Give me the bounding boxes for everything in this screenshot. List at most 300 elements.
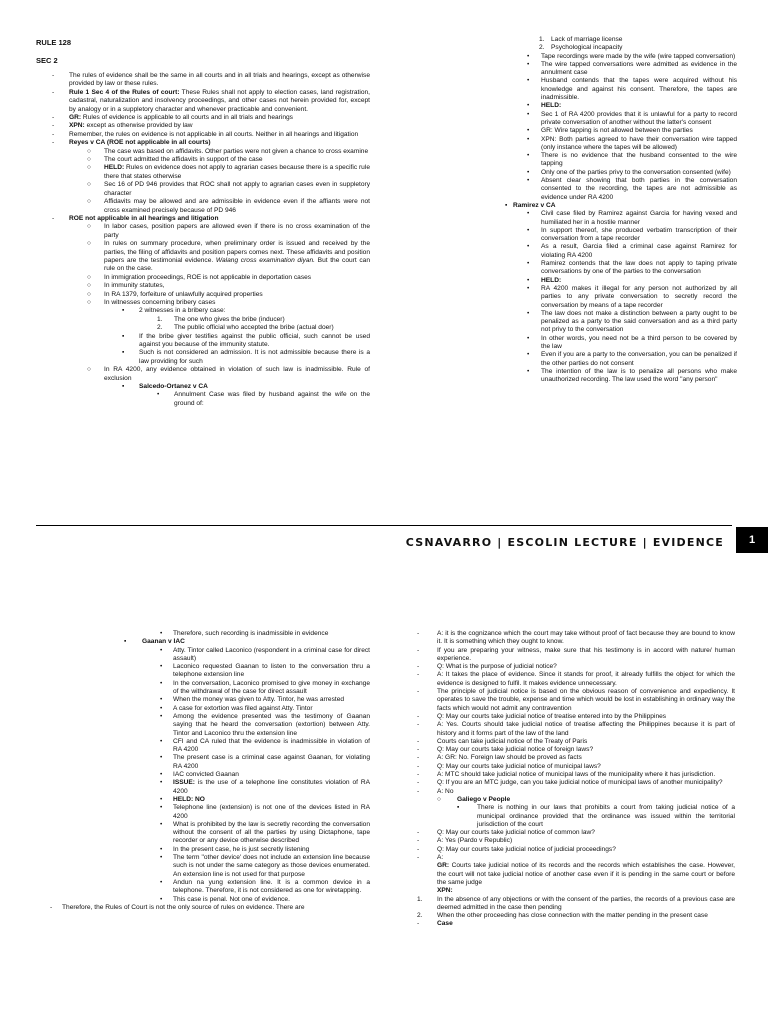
bullet-marker: • bbox=[160, 696, 163, 704]
line-text bbox=[541, 210, 737, 227]
line-text bbox=[173, 705, 370, 713]
outline-line bbox=[60, 879, 370, 896]
text-run: In the absence of any objections or with the consent of the parties, the records of a previous case are deemed admitted in the case then pending bbox=[437, 895, 735, 911]
outline-line bbox=[52, 89, 370, 114]
line-text bbox=[174, 324, 370, 332]
outline-line bbox=[52, 223, 370, 240]
line-text bbox=[437, 846, 735, 854]
bullet-marker: • bbox=[160, 779, 163, 787]
line-text bbox=[437, 763, 735, 771]
outline-line bbox=[527, 277, 737, 285]
line-text bbox=[541, 102, 737, 110]
text-run: The wire tapped conversations were admitted as evidence in the annulment case bbox=[541, 60, 737, 77]
text-run: The public official who accepted the bribe (actual doer) bbox=[174, 324, 334, 332]
text-run: In the present case, he is just secretly listening bbox=[173, 845, 310, 853]
outline-line bbox=[527, 61, 737, 78]
bullet-marker: • bbox=[527, 260, 530, 268]
line-text bbox=[142, 638, 370, 646]
bullet-marker: - bbox=[417, 829, 420, 837]
text-run: Q: May our courts take judicial notice of common law? bbox=[437, 829, 595, 837]
text-run: In support thereof, she produced verbatim transcription of their conversation from a tape recorder bbox=[541, 226, 737, 243]
outline-line bbox=[417, 630, 735, 647]
outline-line bbox=[52, 316, 370, 324]
text-run: In rules on summary procedure, when preliminary order is issued and received by the parties, the filing of affidavits and position papers comes next. These affidavits and position papers are the testimonial evidence. bbox=[104, 240, 370, 264]
bullet-marker: - bbox=[52, 122, 55, 130]
line-text bbox=[437, 896, 735, 913]
outline-line bbox=[527, 260, 737, 277]
bullet-marker: ○ bbox=[87, 147, 91, 155]
bullet-marker: ▪ bbox=[505, 201, 508, 209]
text-run: When the money was given to Atty. Tintor, he was arrested bbox=[173, 696, 345, 704]
bold-label: ISSUE: bbox=[173, 779, 195, 787]
line-text bbox=[541, 177, 737, 202]
text-run: In labor cases, position papers are allowed even if there is no cross examination of the party bbox=[104, 223, 370, 239]
bullet-marker: • bbox=[527, 152, 530, 160]
text-run: The court admitted the affidavits in support of the case bbox=[104, 156, 263, 164]
outline-line bbox=[417, 829, 735, 837]
line-text bbox=[173, 879, 370, 896]
outline-line bbox=[527, 227, 737, 244]
text-run: Courts can take judicial notice of the Treaty of Paris bbox=[437, 737, 588, 745]
bullet-marker: - bbox=[52, 72, 55, 79]
line-text bbox=[437, 663, 735, 671]
page1-left-column bbox=[52, 72, 370, 408]
outline-line bbox=[417, 647, 735, 664]
outline-line bbox=[52, 139, 370, 147]
outline-line bbox=[52, 383, 370, 391]
line-text bbox=[69, 89, 370, 114]
bullet-marker: ○ bbox=[437, 795, 441, 803]
outline-line bbox=[527, 335, 737, 352]
bullet-marker: ○ bbox=[87, 181, 91, 189]
text-run: Lack of marriage license bbox=[551, 36, 623, 43]
outline-line bbox=[60, 771, 370, 779]
text-run: Andun na yung extension line. It is a common device in a telephone. Therefore, it is not considered as one for wiretapping. bbox=[173, 878, 370, 895]
outline-line bbox=[52, 122, 370, 130]
text-run: Only one of the parties privy to the conversation consented (wife) bbox=[541, 168, 731, 176]
text-run: Affidavits may be allowed and are admissible in evidence even if the affiants were not cross examined precisely because of PD 946 bbox=[104, 198, 370, 214]
line-text bbox=[437, 862, 735, 887]
bullet-marker: - bbox=[52, 139, 55, 147]
line-text bbox=[541, 127, 737, 135]
line-text bbox=[437, 829, 735, 837]
bullet-marker: • bbox=[527, 351, 530, 359]
outline-line bbox=[527, 285, 737, 310]
line-text bbox=[104, 156, 370, 164]
text-run: In immunity statutes, bbox=[104, 282, 165, 290]
line-text bbox=[541, 243, 737, 260]
line-text bbox=[173, 854, 370, 879]
line-text bbox=[173, 796, 370, 804]
bullet-marker: ○ bbox=[87, 290, 91, 298]
line-text bbox=[104, 198, 370, 215]
text-run: Q: What is the purpose of judicial notice? bbox=[437, 663, 557, 671]
text-run: Q: May our courts take judicial notice of treatise entered into by the Philippines bbox=[437, 712, 667, 720]
text-run: Such is not considered an admission. It is not admissible because there is a law providing for such bbox=[139, 349, 370, 365]
line-text bbox=[104, 299, 370, 307]
outline-line bbox=[417, 896, 735, 913]
bullet-marker: • bbox=[160, 854, 163, 862]
line-text bbox=[437, 647, 735, 664]
line-text bbox=[541, 152, 737, 169]
bullet-marker: - bbox=[417, 754, 420, 762]
bullet-marker: ○ bbox=[87, 156, 91, 164]
outline-line bbox=[52, 215, 370, 223]
outline-line bbox=[52, 299, 370, 307]
outline-line bbox=[60, 896, 370, 904]
outline-line bbox=[60, 680, 370, 697]
outline-line bbox=[417, 746, 735, 754]
text-run: There is no evidence that the husband consented to the wire tapping bbox=[541, 152, 737, 168]
bullet-marker: ○ bbox=[87, 240, 91, 248]
text-run: A: it is the cognizance which the court may take without proof of fact because they are bound to know it. It is something which they ought to know. bbox=[437, 630, 735, 646]
bullet-marker: 2. bbox=[157, 324, 163, 332]
outline-line bbox=[52, 72, 370, 89]
outline-line bbox=[60, 638, 370, 646]
outline-line bbox=[52, 181, 370, 198]
bullet-marker: • bbox=[160, 820, 163, 828]
outline-line bbox=[52, 349, 370, 366]
outline-line bbox=[417, 738, 735, 746]
line-text bbox=[541, 260, 737, 277]
text-run: Laconico requested Gaanan to listen to the conversation thru a telephone extension line bbox=[173, 663, 370, 679]
text-run: Among the evidence presented was the testimony of Gaanan saying that he heard the conversation (extortion) between Atty. Tintor and Laconico thru the extension line bbox=[173, 712, 370, 737]
line-text bbox=[104, 240, 370, 274]
outline-line bbox=[417, 796, 735, 804]
bullet-marker: - bbox=[417, 663, 420, 671]
outline-line bbox=[527, 243, 737, 260]
text-run: In the conversation, Laconico promised to give money in exchange of the withdrawal of the case for direct assault bbox=[173, 679, 370, 696]
line-text bbox=[173, 630, 370, 638]
text-run: XPN: Both parties agreed to have their conversation wire tapped (only instance where the tapes will be allowed) bbox=[541, 135, 737, 151]
outline-line bbox=[417, 788, 735, 796]
line-text bbox=[437, 854, 735, 862]
text-run: The law does not make a distinction between a party ought to be penalized as a party to the said conversation and as a third party not privy to the conversation bbox=[541, 309, 737, 334]
outline-line bbox=[60, 754, 370, 771]
bullet-marker: • bbox=[527, 210, 530, 218]
bullet-marker: • bbox=[527, 334, 530, 342]
text-run: When the other proceeding has close connection with the matter pending in the present case bbox=[437, 912, 708, 920]
outline-line bbox=[527, 36, 737, 44]
bullet-marker: • bbox=[527, 226, 530, 234]
line-text bbox=[477, 804, 735, 829]
text-run: Absent clear showing that both parties in the conversation consented to the recording, the tapes are not admissible as evidence under RA 4200 bbox=[541, 177, 737, 201]
bold-label: XPN: bbox=[437, 887, 453, 895]
outline-line bbox=[417, 862, 735, 887]
line-text bbox=[437, 837, 735, 845]
bullet-marker: 1. bbox=[157, 315, 163, 323]
line-text bbox=[104, 291, 370, 299]
line-text bbox=[104, 274, 370, 282]
outline-line bbox=[60, 854, 370, 879]
bold-label: Galiego v People bbox=[457, 795, 511, 803]
text-run: Telephone line (extension) is not one of the devices listed in RA 4200 bbox=[173, 804, 370, 820]
bold-label: HELD: NO bbox=[173, 795, 205, 803]
italic-run: Walang cross examination diyan. bbox=[215, 256, 316, 264]
line-text bbox=[174, 391, 370, 408]
page-header bbox=[36, 34, 71, 70]
text-run: In immigration proceedings, ROE is not applicable in deportation cases bbox=[104, 273, 312, 281]
line-text bbox=[62, 904, 370, 912]
line-text bbox=[457, 796, 735, 804]
line-text bbox=[174, 316, 370, 324]
text-run: Even if you are a party to the conversation, you can be penalized if the other parties do not consent bbox=[541, 351, 737, 367]
text-run: The principle of judicial notice is based on the obvious reason of convenience and expediency. It operates to save the trouble, expense and time which would be lost in establishing in ordinary way the facts which would not admit any contravention bbox=[437, 688, 735, 712]
bullet-marker: - bbox=[417, 671, 420, 679]
bold-label: GR: bbox=[69, 114, 82, 122]
text-run: The rules of evidence shall be the same in all courts and in all trials and hearings, except as otherwise provided by law or these rules. bbox=[69, 72, 370, 88]
text-run: Remember, the rules on evidence is not applicable in all courts. Neither in all hearings and litigation bbox=[69, 130, 359, 138]
page-number-badge: 1 bbox=[736, 527, 768, 553]
outline-line bbox=[417, 837, 735, 845]
line-text bbox=[139, 349, 370, 366]
line-text bbox=[541, 227, 737, 244]
bullet-marker: • bbox=[527, 284, 530, 292]
line-text bbox=[541, 351, 737, 368]
bullet-marker: ○ bbox=[87, 223, 91, 231]
outline-line bbox=[52, 904, 370, 912]
outline-line bbox=[52, 282, 370, 290]
outline-line bbox=[60, 696, 370, 704]
outline-line bbox=[52, 156, 370, 164]
line-text bbox=[541, 335, 737, 352]
bullet-marker: - bbox=[417, 854, 420, 862]
outline-line bbox=[417, 688, 735, 713]
outline-line bbox=[527, 169, 737, 177]
bullet-marker: • bbox=[527, 77, 530, 85]
text-run: Civil case filed by Ramirez against Garcia for having vexed and humiliated her in a hostile manner bbox=[541, 210, 737, 226]
text-run: As a result, Garcia filed a criminal case against Ramirez for violating RA 4200 bbox=[541, 243, 737, 259]
page1-right-column bbox=[505, 36, 737, 384]
outline-line bbox=[52, 307, 370, 315]
text-run: IAC convicted Gaanan bbox=[173, 771, 239, 779]
text-run: Sec 1 of RA 4200 provides that it is unlawful for a party to record private conversation of another without the latter's consent bbox=[541, 110, 737, 126]
bullet-marker: 2. bbox=[417, 912, 423, 920]
line-text bbox=[437, 887, 735, 895]
bullet-marker: 1. bbox=[417, 895, 423, 903]
line-text bbox=[551, 36, 737, 44]
bullet-marker: 2. bbox=[539, 44, 545, 52]
bullet-marker: - bbox=[417, 837, 420, 845]
bold-label: Ramirez v CA bbox=[513, 201, 556, 209]
outline-line bbox=[417, 713, 735, 721]
line-text bbox=[104, 282, 370, 290]
text-run: Tape recordings were made by the wife (wire tapped conversation) bbox=[541, 52, 736, 60]
outline-line bbox=[417, 779, 735, 787]
bullet-marker: • bbox=[527, 177, 530, 185]
outline-line bbox=[527, 136, 737, 153]
text-run: This case is penal. Not one of evidence. bbox=[173, 895, 290, 903]
bullet-marker: • bbox=[160, 646, 163, 654]
bullet-marker: • bbox=[160, 679, 163, 687]
outline-line bbox=[527, 111, 737, 128]
bullet-marker: • bbox=[527, 168, 530, 176]
text-run: except as otherwise provided by law bbox=[84, 122, 193, 130]
footer-title: CSNAVARRO | ESCOLIN LECTURE | EVIDENCE bbox=[405, 536, 724, 549]
line-text bbox=[69, 122, 370, 130]
bullet-marker: • bbox=[527, 110, 530, 118]
bullet-marker: - bbox=[417, 746, 420, 754]
bullet-marker: 1. bbox=[539, 36, 545, 43]
line-text bbox=[437, 713, 735, 721]
text-run: Husband contends that the tapes were acquired without his knowledge and against his consent. Therefore, the tapes are inadmissible. bbox=[541, 77, 737, 102]
line-text bbox=[69, 72, 370, 89]
text-run: A: Yes (Pardo v Republic) bbox=[437, 837, 513, 845]
bullet-marker: - bbox=[417, 787, 420, 795]
bold-label: Case bbox=[437, 920, 453, 928]
outline-line bbox=[60, 796, 370, 804]
rule-label: RULE 128 bbox=[36, 38, 72, 47]
text-run: Q: If you are an MTC judge, can you take judicial notice of municipal laws of another municipality? bbox=[437, 779, 723, 787]
line-text bbox=[69, 131, 370, 139]
bullet-marker: - bbox=[417, 712, 420, 720]
bullet-marker: ○ bbox=[87, 198, 91, 206]
outline-line bbox=[52, 164, 370, 181]
bullet-marker: ▪ bbox=[457, 804, 460, 812]
outline-line bbox=[417, 887, 735, 895]
line-text bbox=[437, 746, 735, 754]
outline-line bbox=[527, 210, 737, 227]
bullet-marker: • bbox=[527, 276, 530, 284]
line-text bbox=[104, 164, 370, 181]
bold-label: ROE not applicable in all hearings and litigation bbox=[69, 214, 219, 222]
outline-line bbox=[60, 630, 370, 638]
page2-right-column bbox=[417, 630, 735, 929]
line-text bbox=[173, 696, 370, 704]
line-text bbox=[173, 713, 370, 738]
line-text bbox=[173, 896, 370, 904]
line-text bbox=[437, 920, 735, 928]
bullet-marker: • bbox=[527, 127, 530, 135]
bullet-marker: • bbox=[157, 391, 160, 399]
bullet-marker: ▪ bbox=[122, 307, 125, 315]
outline-line bbox=[52, 324, 370, 332]
bullet-marker: - bbox=[417, 762, 420, 770]
outline-line bbox=[52, 274, 370, 282]
line-text bbox=[541, 285, 737, 310]
bullet-marker: ▪ bbox=[124, 638, 127, 646]
bold-label: HELD: bbox=[541, 102, 562, 110]
bullet-marker: - bbox=[52, 214, 55, 222]
outline-line bbox=[417, 671, 735, 688]
bullet-marker: • bbox=[527, 52, 530, 60]
bullet-marker: ○ bbox=[87, 164, 91, 172]
line-text bbox=[437, 721, 735, 738]
bullet-marker: - bbox=[50, 903, 53, 911]
text-run: In witnesses concerning bribery cases bbox=[104, 298, 216, 306]
outline-line bbox=[527, 77, 737, 102]
text-run: A: bbox=[437, 854, 444, 862]
text-run: The intention of the law is to penalize all persons who make unauthorized recording. The law used the word "any person" bbox=[541, 367, 737, 384]
bold-label: XPN: bbox=[69, 122, 85, 130]
outline-line bbox=[417, 804, 735, 829]
line-text bbox=[104, 223, 370, 240]
line-text bbox=[173, 771, 370, 779]
line-text bbox=[541, 53, 737, 61]
outline-line bbox=[417, 754, 735, 762]
line-text bbox=[437, 771, 735, 779]
text-run: Q: May our courts take judicial notice of judicial proceedings? bbox=[437, 845, 616, 853]
outline-line bbox=[417, 854, 735, 862]
outline-line bbox=[60, 738, 370, 755]
bullet-marker: - bbox=[417, 646, 420, 654]
text-run: In other words, you need not be a third person to be covered by the law bbox=[541, 334, 737, 350]
text-run: There is nothing in our laws that prohibits a court from taking judicial notice of a municipal ordinance provided that the ordinance was issued within the territorial jurisdiction of the court bbox=[477, 804, 735, 828]
bullet-marker: • bbox=[160, 895, 163, 903]
text-run: Atty. Tintor called Laconico (respondent in a criminal case for direct assault) bbox=[173, 646, 370, 662]
outline-line bbox=[60, 846, 370, 854]
bullet-marker: ▪ bbox=[122, 349, 125, 357]
text-run: Sec 16 of PD 946 provides that ROC shall not apply to agrarian cases even in suppletory character bbox=[104, 181, 370, 197]
line-text bbox=[173, 846, 370, 854]
bullet-marker: - bbox=[417, 737, 420, 745]
line-text bbox=[173, 804, 370, 821]
bullet-marker: - bbox=[417, 688, 420, 696]
text-run: GR: Wire tapping is not allowed between the parties bbox=[541, 127, 693, 135]
outline-line bbox=[417, 771, 735, 779]
outline-line bbox=[60, 647, 370, 664]
line-text bbox=[541, 111, 737, 128]
text-run: But the court can rule on the case. bbox=[104, 256, 370, 273]
line-text bbox=[541, 169, 737, 177]
outline-line bbox=[527, 53, 737, 61]
line-text bbox=[551, 44, 737, 52]
outline-line bbox=[527, 102, 737, 110]
line-text bbox=[541, 136, 737, 153]
bullet-marker: ○ bbox=[87, 282, 91, 290]
bold-label: Reyes v CA (ROE not applicable in all courts) bbox=[69, 139, 211, 147]
text-run: Q: May our courts take judicial notice of municipal laws? bbox=[437, 762, 601, 770]
page-divider bbox=[36, 525, 732, 526]
bullet-marker: - bbox=[417, 630, 420, 637]
bullet-marker: ○ bbox=[87, 298, 91, 306]
bold-label: GR: bbox=[437, 862, 450, 870]
line-text bbox=[104, 181, 370, 198]
text-run: is the use of a telephone line constitutes violation of RA 4200 bbox=[173, 779, 370, 795]
bullet-marker: - bbox=[52, 88, 55, 96]
line-text bbox=[437, 688, 735, 713]
bullet-marker: • bbox=[160, 754, 163, 762]
section-label: SEC 2 bbox=[36, 56, 58, 65]
text-run: A: Yes. Courts should take judicial notice of treatise affecting the Philippines because it is part of history and it forms part of the law of the land bbox=[437, 721, 735, 737]
text-run: A: No bbox=[437, 787, 454, 795]
line-text bbox=[437, 754, 735, 762]
text-run: Courts take judicial notice of its records and the records which establishes the case. However, the court will not take judicial notice of another case even if it is pending in the same court or before the same judge bbox=[437, 862, 735, 886]
bullet-marker: • bbox=[160, 630, 163, 637]
line-text bbox=[139, 307, 370, 315]
bold-label: HELD: bbox=[104, 164, 125, 172]
line-text bbox=[541, 61, 737, 78]
text-run: What is prohibited by the law is secretly recording the conversation without the consent of all the parties by using Dictaphone, tape recorder or any device otherwise described bbox=[173, 820, 370, 845]
bullet-marker: • bbox=[160, 737, 163, 745]
outline-line bbox=[60, 713, 370, 738]
outline-line bbox=[417, 721, 735, 738]
line-text bbox=[104, 366, 370, 383]
line-text bbox=[173, 663, 370, 680]
line-text bbox=[139, 383, 370, 391]
text-run: These Rules shall not apply to election cases, land registration, cadastral, naturalization and insolvency proceedings, and other cases not herein provided for, except by analogy or in a suppletory character and whenever practicable and convenient. bbox=[69, 88, 370, 113]
outline-line bbox=[417, 920, 735, 928]
bullet-marker: • bbox=[160, 704, 163, 712]
text-run: A: GR: No. Foreign law should be proved as facts bbox=[437, 754, 582, 762]
outline-line bbox=[527, 44, 737, 52]
text-run: If you are preparing your witness, make sure that his testimony is in accord with nature/ human experience. bbox=[437, 646, 735, 662]
bold-label: HELD: bbox=[541, 276, 562, 284]
bullet-marker: • bbox=[527, 367, 530, 375]
outline-line bbox=[52, 131, 370, 139]
text-run: CFI and CA ruled that the evidence is inadmissible in violation of RA 4200 bbox=[173, 737, 370, 754]
line-text bbox=[173, 754, 370, 771]
